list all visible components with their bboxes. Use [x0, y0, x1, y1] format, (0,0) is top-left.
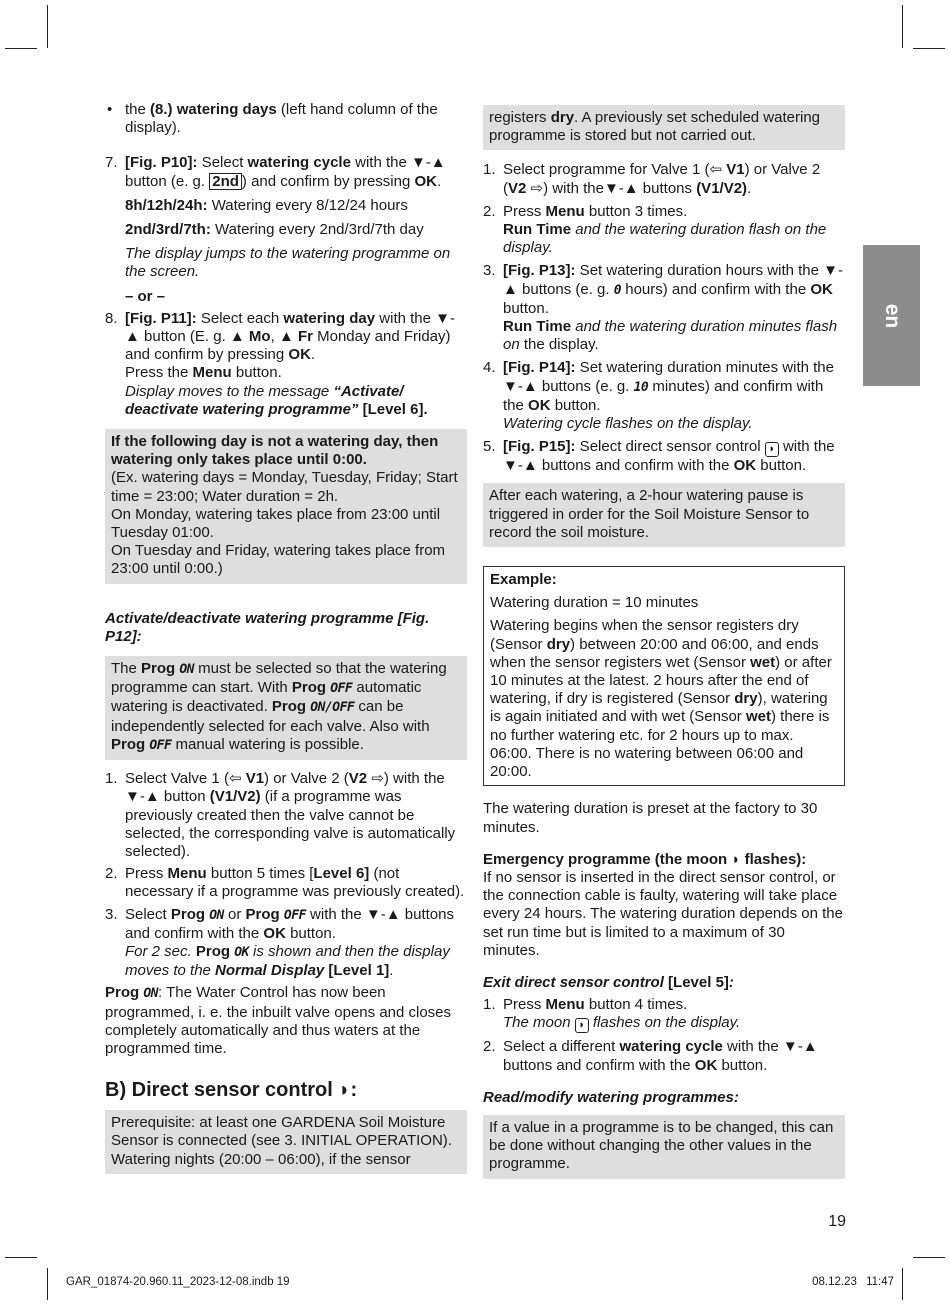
moon-icon: ◗	[575, 1018, 589, 1033]
step-8: 8. [Fig. P11]: Select each watering day with the ▼-▲ button (E. g. ▲ Mo, ▲ Fr Monday and Friday) and confirm by pressing OK. Press the Menu button. Display moves to the message “Activate/ deactivate watering programme” [Level 6].	[105, 309, 455, 418]
read-modify-heading: Read/modify watering programmes:	[483, 1088, 739, 1106]
activate-step-2: 2. Press Menu button 5 times [Level 6] (not necessary if a programme was previously created).	[105, 865, 465, 901]
crop-mark	[5, 1257, 37, 1258]
note-box-watering-day: If the following day is not a watering day, then watering only takes place until 0:00. (Ex. watering days = Monday, Tuesday, Friday; Start time = 23:00; Water duration = 2h. On Monday, watering takes place from 23:00 until Tuesday 01:00. On Tuesday and Friday, watering takes place from 23:00 until 0:00.)	[105, 429, 467, 584]
crop-mark	[47, 1268, 48, 1300]
sensor-step-5: 5. [Fig. P15]: Select direct sensor control ◗ with the ▼-▲ buttons and confirm with the OK button.	[483, 438, 835, 475]
language-label: en	[880, 303, 904, 328]
preset-paragraph: The watering duration is preset at the factory to 30 minutes.	[483, 800, 818, 836]
activate-step-1: 1. Select Valve 1 (⇦ V1) or Valve 2 (V2 ⇨) with the ▼-▲ button (V1/V2) (if a programme was previously created then the valve cannot be selected, the corresponding valve is automatically selected).	[105, 770, 456, 860]
sensor-step-1: 1. Select programme for Valve 1 (⇦ V1) or Valve 2 (V2 ⇨) with the▼-▲ buttons (V1/V2).	[483, 161, 821, 197]
crop-mark	[902, 1268, 903, 1300]
note-box-prog-on: The Prog ON must be selected so that the watering programme can start. With Prog OFF automatic watering is deactivated. Prog ON/OFF can be independently selected for each valve. Also with Prog OFF manual watering is possible.	[105, 656, 467, 760]
crop-mark	[913, 1257, 945, 1258]
right-column	[483, 105, 845, 1179]
prog-on-paragraph: Prog ON: The Water Control has now been programmed, i. e. the inbuilt valve opens and closes completely automatically and thus waters at the programmed time.	[105, 984, 452, 1057]
left-column	[105, 101, 467, 1174]
exit-step-1: 1. Press Menu button 4 times. The moon ◗ flashes on the display.	[483, 996, 741, 1032]
crop-mark	[902, 5, 903, 48]
sensor-step-4: 4. [Fig. P14]: Set watering duration minutes with the ▼-▲ buttons (e. g. 10 minutes) and confirm with the OK button. Watering cycle flashes on the display.	[483, 359, 834, 433]
note-box-modify: If a value in a programme is to be changed, this can be done without changing the other values in the programme.	[483, 1115, 845, 1179]
activate-heading: Activate/deactivate watering programme [Fig. P12]:	[105, 609, 430, 645]
step-7: 7. [Fig. P10]: Select watering cycle with the ▼-▲ button (e. g. 2nd ) and confirm by pressing OK. 8h/12h/24h: Watering every 8/12/24 hours 2nd/3rd/7th: Watering every 2nd/3rd/7th day The display jumps to the watering programme on the screen. – or –	[105, 154, 451, 305]
sensor-step-3: 3. [Fig. P13]: Set watering duration hours with the ▼-▲ buttons (e. g. 0 hours) and confirm with the OK button. Run Time and the watering duration minutes flash on the display.	[483, 262, 843, 354]
crop-mark	[913, 48, 945, 49]
emergency-section: Emergency programme (the moon ◗ flashes): If no sensor is inserted in the direct sensor control, or the connection cable is faulty, watering will take place every 24 hours. The watering duration depends on the set run time but is limited to a maximum of 30 minutes.	[483, 850, 843, 959]
page-number: 19	[828, 1213, 846, 1230]
note-box-pause: After each watering, a 2-hour watering pause is triggered in order for the Soil Moisture Sensor to record the soil moisture.	[483, 483, 845, 547]
section-b-heading: B) Direct sensor control ◗:	[105, 1079, 358, 1102]
language-tab	[863, 245, 920, 386]
sensor-step-2: 2. Press Menu button 3 times. Run Time and the watering duration flash on the display.	[483, 202, 827, 257]
footer-file: GAR_01874-20.960.11_2023-12-08.indb 19	[66, 1276, 290, 1288]
note-box-dry: registers dry. A previously set scheduled watering programme is stored but not carried out.	[483, 105, 845, 150]
crop-mark	[5, 48, 37, 49]
example-box: Example: Watering duration = 10 minutes Watering begins when the sensor registers dry (Sensor dry) between 20:00 and 06:00, and ends when the sensor registers wet (Sensor wet) or after 10 minutes at the latest. 2 hours after the end of watering, if dry is registered (Sensor dry), watering is again initiated and with wet (Sensor wet) there is no further watering etc. for 2 hours up to max. 06:00. There is no watering between 06:00 and 20:00.	[483, 566, 845, 786]
footer-datetime: 08.12.23 11:47	[812, 1276, 894, 1288]
exit-heading: Exit direct sensor control [Level 5]:	[483, 973, 734, 991]
crop-mark	[47, 5, 48, 48]
note-box-prerequisite: Prerequisite: at least one GARDENA Soil Moisture Sensor is connected (see 3. INITIAL OPERATION). Watering nights (20:00 – 06:00), if the sensor	[105, 1110, 467, 1174]
exit-step-2: 2. Select a different watering cycle with the ▼-▲ buttons and confirm with the OK button.	[483, 1038, 818, 1074]
activate-step-3: 3. Select Prog ON or Prog OFF with the ▼-▲ buttons and confirm with the OK button. For 2 sec. Prog OK is shown and then the display moves to the Normal Display [Level 1].	[105, 905, 454, 980]
moon-icon: ◗	[765, 442, 779, 457]
watering-days-bullet: • the (8.) watering days (left hand column of the display).	[105, 101, 467, 137]
